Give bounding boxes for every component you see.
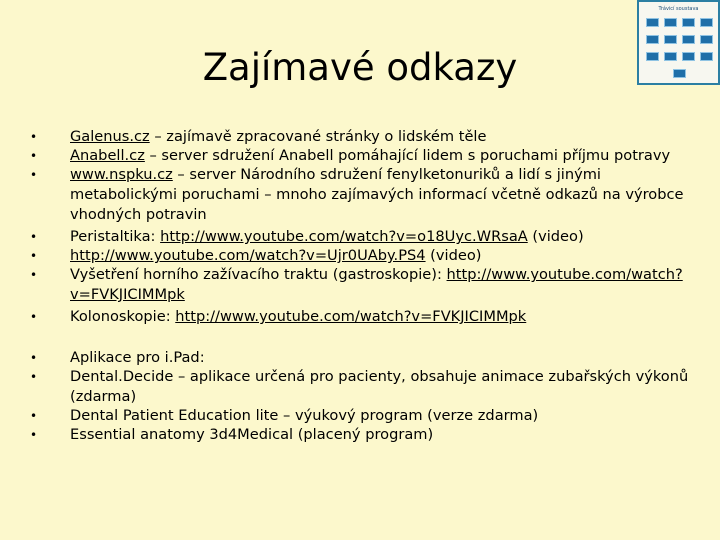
kolonoskopie-link[interactable]: http://www.youtube.com/watch?v=FVKJICIMMpk <box>175 308 527 325</box>
item-prefix: Kolonoskopie: <box>70 308 176 325</box>
thumbnail-box <box>646 52 659 61</box>
item-text: – server sdružení Anabell pomáhající lidem s poruchami příjmu potravy <box>144 147 671 164</box>
thumbnail-box <box>664 18 677 27</box>
thumbnail-box <box>682 35 695 44</box>
list-item <box>30 127 690 147</box>
list-item <box>30 348 690 368</box>
anabell-link[interactable]: Anabell.cz <box>70 147 145 164</box>
item-text: – server Národního sdružení fenylketonuriků a lidí s jinými metabolickými poruchami – mnoho zajímavých informací včetně odkazů na výrobce vhodných potravin <box>70 166 684 223</box>
links-list <box>30 127 690 444</box>
thumbnail-box <box>682 18 695 27</box>
galenus-link[interactable]: Galenus.cz <box>70 128 150 145</box>
list-item <box>30 227 690 247</box>
gastroskopie-link[interactable]: http://www.youtube.com/watch?v=FVKJICIMMpk <box>70 266 683 303</box>
thumbnail-box <box>646 18 659 27</box>
thumbnail-box <box>646 35 659 44</box>
list-item <box>30 307 690 327</box>
item-text: Essential anatomy 3d4Medical (placený program) <box>70 426 434 443</box>
thumbnail-box <box>700 18 713 27</box>
thumbnail-box <box>682 52 695 61</box>
thumbnail-box <box>700 52 713 61</box>
thumbnail-box <box>673 69 686 78</box>
item-text: (video) <box>425 247 482 264</box>
item-text: Aplikace pro i.Pad: <box>70 349 205 366</box>
item-text: Dental Patient Education lite – výukový program (verze zdarma) <box>70 407 539 424</box>
item-prefix: Peristaltika: <box>70 228 161 245</box>
list-item <box>30 146 690 166</box>
item-text: Dental.Decide – aplikace určená pro pacienty, obsahuje animace zubařských výkonů (zdarma) <box>70 368 689 405</box>
list-item <box>30 425 690 445</box>
nspku-link[interactable]: www.nspku.cz <box>70 166 173 183</box>
list-item <box>30 265 690 305</box>
thumbnail-title: Trávicí soustava <box>658 6 699 12</box>
video-link[interactable]: http://www.youtube.com/watch?v=Ujr0UAby.PS4 <box>70 247 426 264</box>
peristaltika-link[interactable]: http://www.youtube.com/watch?v=o18Uyc.WRsaA <box>160 228 528 245</box>
item-text: – zajímavě zpracované stránky o lidském těle <box>149 128 487 145</box>
thumbnail-box <box>664 35 677 44</box>
item-text: (video) <box>527 228 584 245</box>
item-prefix: Vyšetření horního zažívacího traktu (gastroskopie): <box>70 266 447 283</box>
list-item <box>30 165 690 225</box>
page-title: Zajímavé odkazy <box>202 46 518 89</box>
list-item <box>30 406 690 426</box>
list-item <box>30 246 690 266</box>
thumbnail-box <box>664 52 677 61</box>
digestive-system-thumbnail[interactable] <box>637 0 720 85</box>
list-item <box>30 367 690 407</box>
thumbnail-box <box>700 35 713 44</box>
